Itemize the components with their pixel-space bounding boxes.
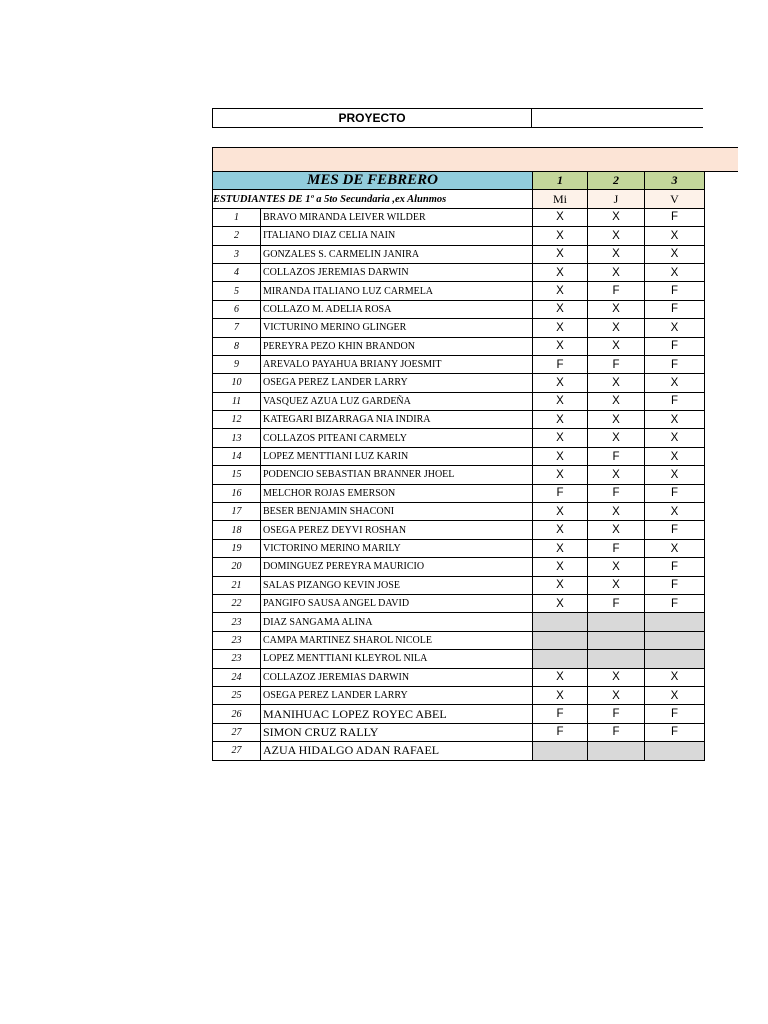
student-name[interactable]: VASQUEZ AZUA LUZ GARDEÑA — [261, 392, 533, 410]
attendance-mark-day-1[interactable]: F — [533, 705, 588, 723]
table-row — [213, 392, 705, 410]
student-name[interactable]: MELCHOR ROJAS EMERSON — [261, 484, 533, 502]
attendance-mark-day-3[interactable]: X — [645, 374, 705, 392]
student-name[interactable]: BRAVO MIRANDA LEIVER WILDER — [261, 208, 533, 226]
attendance-mark-day-3[interactable]: F — [645, 594, 705, 612]
attendance-mark-day-2[interactable]: F — [588, 355, 645, 373]
students-header-row — [213, 190, 705, 208]
row-number: 23 — [213, 650, 261, 668]
row-number: 16 — [213, 484, 261, 502]
day-number-1: 1 — [533, 172, 588, 190]
attendance-mark-day-3[interactable]: F — [645, 705, 705, 723]
attendance-mark-day-2[interactable] — [588, 742, 645, 760]
attendance-mark-day-3[interactable]: F — [645, 355, 705, 373]
attendance-mark-day-2[interactable]: F — [588, 539, 645, 557]
table-row — [213, 705, 705, 723]
table-row — [213, 631, 705, 649]
table-row — [213, 594, 705, 612]
attendance-mark-day-2[interactable]: F — [588, 705, 645, 723]
table-row — [213, 282, 705, 300]
day-of-week-1: Mi — [533, 190, 588, 208]
table-row — [213, 447, 705, 465]
attendance-mark-day-3[interactable] — [645, 742, 705, 760]
student-name[interactable]: OSEGA PEREZ LANDER LARRY — [261, 374, 533, 392]
attendance-mark-day-1[interactable]: X — [533, 227, 588, 245]
attendance-mark-day-1[interactable]: F — [533, 723, 588, 741]
row-number: 14 — [213, 447, 261, 465]
month-title: MES DE FEBRERO — [213, 172, 533, 190]
student-name[interactable]: SIMON CRUZ RALLY — [261, 723, 533, 741]
table-row — [213, 503, 705, 521]
day-number-2: 2 — [588, 172, 645, 190]
attendance-mark-day-3[interactable]: F — [645, 521, 705, 539]
attendance-mark-day-3[interactable]: X — [645, 686, 705, 704]
attendance-mark-day-1[interactable]: X — [533, 668, 588, 686]
attendance-mark-day-1[interactable]: X — [533, 319, 588, 337]
attendance-mark-day-2[interactable]: X — [588, 686, 645, 704]
row-number: 8 — [213, 337, 261, 355]
student-name[interactable]: COLLAZOZ JEREMIAS DARWIN — [261, 668, 533, 686]
attendance-mark-day-1[interactable] — [533, 742, 588, 760]
row-number: 17 — [213, 503, 261, 521]
attendance-mark-day-2[interactable]: X — [588, 668, 645, 686]
student-name[interactable]: COLLAZOS PITEANI CARMELY — [261, 429, 533, 447]
attendance-mark-day-3[interactable] — [645, 650, 705, 668]
student-name[interactable]: CAMPA MARTINEZ SHAROL NICOLE — [261, 631, 533, 649]
row-number: 15 — [213, 466, 261, 484]
table-row — [213, 319, 705, 337]
student-name[interactable]: LOPEZ MENTTIANI KLEYROL NILA — [261, 650, 533, 668]
attendance-mark-day-3[interactable]: F — [645, 282, 705, 300]
table-row — [213, 429, 705, 447]
attendance-mark-day-2[interactable] — [588, 631, 645, 649]
student-name[interactable]: DOMINGUEZ PEREYRA MAURICIO — [261, 558, 533, 576]
attendance-mark-day-1[interactable]: F — [533, 355, 588, 373]
student-name[interactable]: VICTURINO MERINO GLINGER — [261, 319, 533, 337]
row-number: 21 — [213, 576, 261, 594]
row-number: 4 — [213, 263, 261, 281]
attendance-mark-day-1[interactable]: X — [533, 539, 588, 557]
proyecto-label: PROYECTO — [212, 108, 532, 128]
table-row — [213, 300, 705, 318]
student-name[interactable]: KATEGARI BIZARRAGA NIA INDIRA — [261, 411, 533, 429]
attendance-mark-day-3[interactable]: X — [645, 263, 705, 281]
row-number: 12 — [213, 411, 261, 429]
student-name[interactable]: PODENCIO SEBASTIAN BRANNER JHOEL — [261, 466, 533, 484]
table-row — [213, 355, 705, 373]
month-header-row — [213, 172, 705, 190]
day-of-week-3: V — [645, 190, 705, 208]
student-name[interactable]: GONZALES S. CARMELIN JANIRA — [261, 245, 533, 263]
attendance-mark-day-3[interactable]: X — [645, 447, 705, 465]
attendance-mark-day-1[interactable]: X — [533, 558, 588, 576]
attendance-mark-day-1[interactable]: X — [533, 686, 588, 704]
attendance-mark-day-3[interactable]: F — [645, 392, 705, 410]
attendance-mark-day-3[interactable]: F — [645, 558, 705, 576]
student-name[interactable]: COLLAZO M. ADELIA ROSA — [261, 300, 533, 318]
attendance-mark-day-3[interactable]: X — [645, 411, 705, 429]
student-name[interactable]: LOPEZ MENTTIANI LUZ KARIN — [261, 447, 533, 465]
attendance-mark-day-3[interactable]: F — [645, 576, 705, 594]
attendance-mark-day-1[interactable]: X — [533, 503, 588, 521]
row-number: 2 — [213, 227, 261, 245]
student-name[interactable]: AREVALO PAYAHUA BRIANY JOESMIT — [261, 355, 533, 373]
attendance-mark-day-2[interactable]: X — [588, 300, 645, 318]
attendance-mark-day-1[interactable]: X — [533, 374, 588, 392]
attendance-mark-day-3[interactable]: X — [645, 539, 705, 557]
table-row — [213, 227, 705, 245]
student-name[interactable]: SALAS PIZANGO KEVIN JOSE — [261, 576, 533, 594]
row-number: 23 — [213, 613, 261, 631]
row-number: 26 — [213, 705, 261, 723]
attendance-mark-day-1[interactable]: X — [533, 576, 588, 594]
attendance-mark-day-3[interactable]: F — [645, 337, 705, 355]
student-name[interactable]: COLLAZOS JEREMIAS DARWIN — [261, 263, 533, 281]
attendance-mark-day-3[interactable]: X — [645, 429, 705, 447]
attendance-mark-day-2[interactable]: F — [588, 282, 645, 300]
attendance-mark-day-2[interactable]: X — [588, 558, 645, 576]
attendance-mark-day-2[interactable]: X — [588, 245, 645, 263]
row-number: 11 — [213, 392, 261, 410]
table-row — [213, 337, 705, 355]
student-name[interactable]: VICTORINO MERINO MARILY — [261, 539, 533, 557]
attendance-mark-day-1[interactable]: X — [533, 429, 588, 447]
row-number: 22 — [213, 594, 261, 612]
student-name[interactable]: PEREYRA PEZO KHIN BRANDON — [261, 337, 533, 355]
attendance-mark-day-1[interactable]: X — [533, 337, 588, 355]
table-row — [213, 539, 705, 557]
attendance-mark-day-2[interactable]: X — [588, 337, 645, 355]
table-row — [213, 521, 705, 539]
row-number: 1 — [213, 208, 261, 226]
attendance-mark-day-2[interactable]: X — [588, 576, 645, 594]
row-number: 27 — [213, 723, 261, 741]
attendance-mark-day-1[interactable]: F — [533, 484, 588, 502]
attendance-mark-day-1[interactable]: X — [533, 594, 588, 612]
attendance-mark-day-2[interactable]: F — [588, 594, 645, 612]
attendance-mark-day-2[interactable]: F — [588, 447, 645, 465]
table-row — [213, 411, 705, 429]
table-row — [213, 374, 705, 392]
attendance-mark-day-3[interactable]: F — [645, 208, 705, 226]
row-number: 9 — [213, 355, 261, 373]
attendance-mark-day-2[interactable]: X — [588, 429, 645, 447]
row-number: 20 — [213, 558, 261, 576]
attendance-mark-day-3[interactable]: X — [645, 668, 705, 686]
table-row — [213, 650, 705, 668]
attendance-mark-day-1[interactable] — [533, 650, 588, 668]
proyecto-value-cell[interactable] — [531, 108, 703, 128]
student-name[interactable]: AZUA HIDALGO ADAN RAFAEL — [261, 742, 533, 760]
attendance-mark-day-2[interactable] — [588, 613, 645, 631]
attendance-mark-day-3[interactable] — [645, 613, 705, 631]
attendance-mark-day-3[interactable]: X — [645, 466, 705, 484]
attendance-mark-day-1[interactable]: X — [533, 282, 588, 300]
attendance-mark-day-2[interactable]: X — [588, 521, 645, 539]
table-row — [213, 723, 705, 741]
attendance-mark-day-3[interactable]: X — [645, 319, 705, 337]
attendance-mark-day-1[interactable]: X — [533, 411, 588, 429]
table-row — [213, 558, 705, 576]
attendance-mark-day-2[interactable]: X — [588, 227, 645, 245]
students-title: ESTUDIANTES DE 1º a 5to Secundaria ,ex Alunmos — [213, 190, 533, 208]
attendance-mark-day-1[interactable]: X — [533, 208, 588, 226]
table-row — [213, 263, 705, 281]
attendance-mark-day-1[interactable] — [533, 631, 588, 649]
attendance-table — [212, 171, 705, 761]
attendance-mark-day-3[interactable] — [645, 631, 705, 649]
table-row — [213, 668, 705, 686]
row-number: 10 — [213, 374, 261, 392]
student-name[interactable]: OSEGA PEREZ LANDER LARRY — [261, 686, 533, 704]
student-name[interactable]: ITALIANO DIAZ CELIA NAIN — [261, 227, 533, 245]
attendance-mark-day-1[interactable]: X — [533, 245, 588, 263]
student-name[interactable]: PANGIFO SAUSA ANGEL DAVID — [261, 594, 533, 612]
attendance-mark-day-2[interactable]: F — [588, 723, 645, 741]
row-number: 6 — [213, 300, 261, 318]
table-row — [213, 742, 705, 760]
attendance-mark-day-2[interactable] — [588, 650, 645, 668]
table-row — [213, 208, 705, 226]
attendance-mark-day-2[interactable]: X — [588, 374, 645, 392]
day-of-week-2: J — [588, 190, 645, 208]
attendance-mark-day-1[interactable]: X — [533, 521, 588, 539]
attendance-mark-day-1[interactable]: X — [533, 300, 588, 318]
attendance-mark-day-3[interactable]: F — [645, 723, 705, 741]
row-number: 18 — [213, 521, 261, 539]
attendance-mark-day-1[interactable]: X — [533, 466, 588, 484]
attendance-mark-day-3[interactable]: F — [645, 484, 705, 502]
student-name[interactable]: MANIHUAC LOPEZ ROYEC ABEL — [261, 705, 533, 723]
attendance-mark-day-2[interactable]: X — [588, 392, 645, 410]
row-number: 5 — [213, 282, 261, 300]
student-name[interactable]: DIAZ SANGAMA ALINA — [261, 613, 533, 631]
student-name[interactable]: BESER BENJAMIN SHACONI — [261, 503, 533, 521]
attendance-mark-day-2[interactable]: X — [588, 263, 645, 281]
row-number: 3 — [213, 245, 261, 263]
attendance-mark-day-3[interactable]: F — [645, 300, 705, 318]
student-name[interactable]: MIRANDA ITALIANO LUZ CARMELA — [261, 282, 533, 300]
row-number: 27 — [213, 742, 261, 760]
attendance-mark-day-2[interactable]: X — [588, 208, 645, 226]
row-number: 25 — [213, 686, 261, 704]
banner-row — [212, 147, 738, 172]
attendance-mark-day-1[interactable]: X — [533, 263, 588, 281]
row-number: 23 — [213, 631, 261, 649]
attendance-mark-day-2[interactable]: X — [588, 466, 645, 484]
attendance-mark-day-2[interactable]: X — [588, 411, 645, 429]
attendance-mark-day-1[interactable]: X — [533, 392, 588, 410]
attendance-mark-day-1[interactable] — [533, 613, 588, 631]
attendance-mark-day-2[interactable]: X — [588, 503, 645, 521]
attendance-mark-day-3[interactable]: X — [645, 227, 705, 245]
attendance-mark-day-2[interactable]: F — [588, 484, 645, 502]
student-name[interactable]: OSEGA PEREZ DEYVI ROSHAN — [261, 521, 533, 539]
table-row — [213, 613, 705, 631]
attendance-mark-day-3[interactable]: X — [645, 503, 705, 521]
row-number: 13 — [213, 429, 261, 447]
attendance-mark-day-2[interactable]: X — [588, 319, 645, 337]
attendance-mark-day-3[interactable]: X — [645, 245, 705, 263]
table-row — [213, 466, 705, 484]
row-number: 7 — [213, 319, 261, 337]
table-row — [213, 484, 705, 502]
table-row — [213, 576, 705, 594]
table-row — [213, 245, 705, 263]
attendance-mark-day-1[interactable]: X — [533, 447, 588, 465]
row-number: 24 — [213, 668, 261, 686]
row-number: 19 — [213, 539, 261, 557]
table-row — [213, 686, 705, 704]
day-number-3: 3 — [645, 172, 705, 190]
